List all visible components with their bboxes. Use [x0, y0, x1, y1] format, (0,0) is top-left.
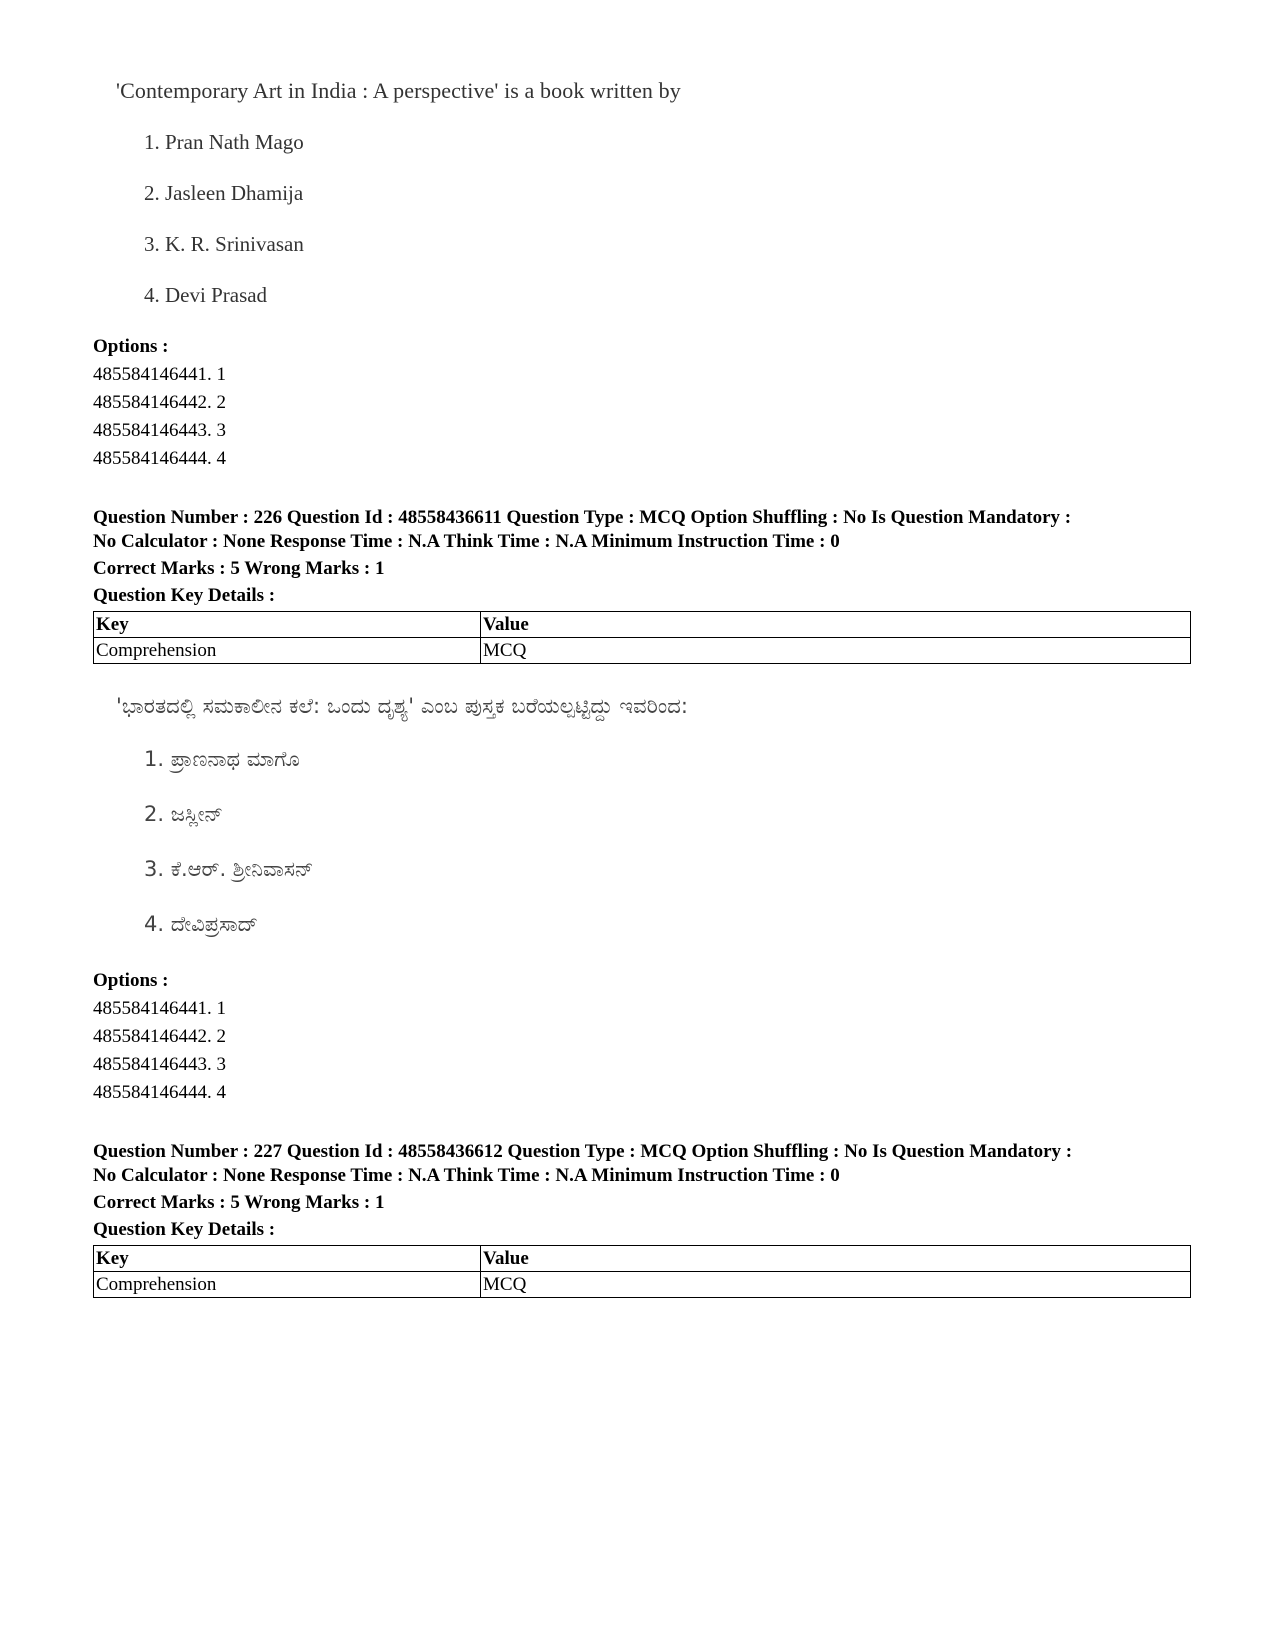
question-225-choice-2: 2. Jasleen Dhamija [144, 181, 304, 205]
question-225-choice-1: 1. Pran Nath Mago [144, 130, 304, 154]
option-id-1: 485584146441. 1 [93, 998, 226, 1019]
option-id-3: 485584146443. 3 [93, 1054, 226, 1075]
table-header-key: Key [94, 1246, 481, 1272]
question-225-choice-3: 3. K. R. Srinivasan [144, 232, 304, 256]
question-226-choice-4: 4. ದೇವಿಪ್ರಸಾದ್ [144, 912, 259, 936]
option-id-4: 485584146444. 4 [93, 448, 226, 469]
options-heading: Options : [93, 336, 169, 357]
question-225-image [110, 78, 681, 307]
table-header-row [94, 1246, 1191, 1272]
question-227-key-details-label: Question Key Details : [93, 1219, 276, 1240]
table-cell-key: Comprehension [94, 638, 481, 664]
question-226-key-details-label: Question Key Details : [93, 585, 276, 606]
option-id-3: 485584146443. 3 [93, 420, 226, 441]
question-227-meta [93, 1140, 1193, 1242]
question-225-choice-4: 4. Devi Prasad [144, 283, 268, 307]
question-227-key-table [93, 1245, 1191, 1298]
question-226-meta-line2: No Calculator : None Response Time : N.A Think Time : N.A Minimum Instruction Time : 0 [93, 531, 840, 552]
option-id-2: 485584146442. 2 [93, 392, 226, 413]
option-id-2: 485584146442. 2 [93, 1026, 226, 1047]
table-cell-value: MCQ [481, 1272, 1191, 1298]
question-225-stem: 'Contemporary Art in India : A perspective' is a book written by [116, 78, 681, 103]
question-226-stem: 'ಭಾರತದಲ್ಲಿ ಸಮಕಾಲೀನ ಕಲೆ: ಒಂದು ದೃಶ್ಯ' ಎಂಬ ಪುಸ್ತಕ ಬರೆಯಲ್ಪಟ್ಟಿದ್ದು ಇವರಿಂದ: [116, 694, 689, 718]
question-226-image [110, 694, 689, 936]
table-header-value: Value [481, 612, 1191, 638]
question-226-choice-1: 1. ಪ್ರಾಣನಾಥ ಮಾಗೊ [144, 747, 300, 771]
question-227-marks: Correct Marks : 5 Wrong Marks : 1 [93, 1192, 385, 1213]
table-cell-value: MCQ [481, 638, 1191, 664]
table-header-row [94, 612, 1191, 638]
question-226-choice-2: 2. ಜಸ್ಲೀನ್ [144, 802, 224, 826]
question-226-choice-3: 3. ಕೆ.ಆರ್. ಶ್ರೀನಿವಾಸನ್ [144, 857, 314, 881]
table-cell-key: Comprehension [94, 1272, 481, 1298]
question-226-meta [93, 506, 1193, 608]
question-226-meta-line1: Question Number : 226 Question Id : 48558436611 Question Type : MCQ Option Shuffling : No Is Question Mandatory : [93, 507, 1072, 528]
question-226-options [93, 967, 226, 1107]
question-226-marks: Correct Marks : 5 Wrong Marks : 1 [93, 558, 385, 579]
question-226-key-table [93, 611, 1191, 664]
table-row [94, 1272, 1191, 1298]
question-225-options [93, 333, 226, 473]
option-id-4: 485584146444. 4 [93, 1082, 226, 1103]
table-header-value: Value [481, 1246, 1191, 1272]
option-id-1: 485584146441. 1 [93, 364, 226, 385]
question-227-meta-line2: No Calculator : None Response Time : N.A Think Time : N.A Minimum Instruction Time : 0 [93, 1165, 840, 1186]
table-header-key: Key [94, 612, 481, 638]
options-heading: Options : [93, 970, 169, 991]
table-row [94, 638, 1191, 664]
question-227-meta-line1: Question Number : 227 Question Id : 48558436612 Question Type : MCQ Option Shuffling : No Is Question Mandatory : [93, 1141, 1073, 1162]
